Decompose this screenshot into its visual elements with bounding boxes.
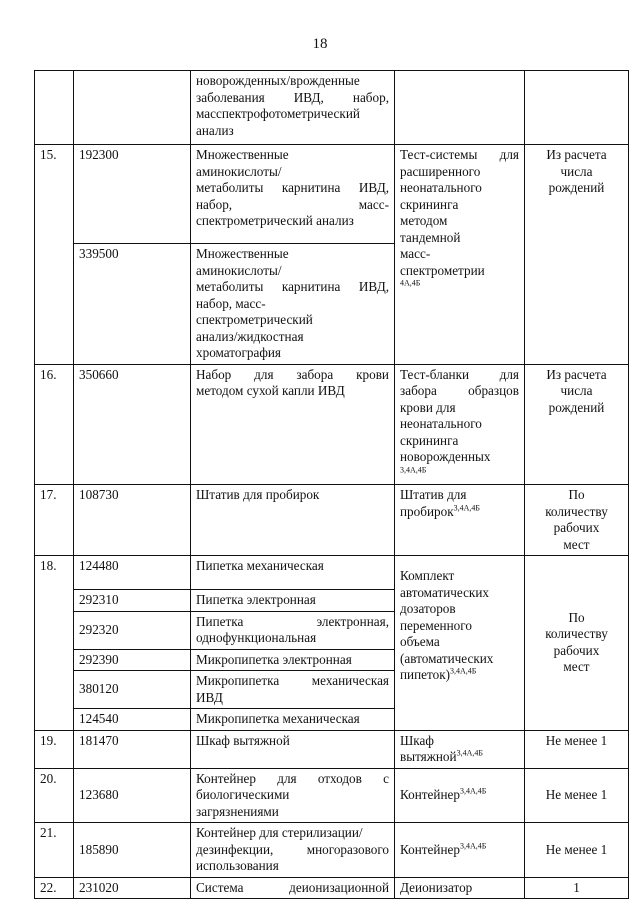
- description-cell: [191, 71, 395, 145]
- type-line: (автоматических: [400, 650, 494, 666]
- description-cell: Штатив для пробирок: [191, 485, 395, 556]
- code-cell: [74, 71, 191, 145]
- quantity-cell: Не менее 1: [525, 823, 629, 878]
- quantity-line: рождений: [548, 180, 605, 195]
- quantity-cell: Не менее 1: [525, 730, 629, 768]
- quantity-line: числа: [560, 163, 593, 179]
- type-cell: Деионизатор: [395, 877, 525, 899]
- type-cell: [395, 823, 525, 878]
- code-cell: 185890: [74, 823, 191, 878]
- type-line: забора образцов: [400, 383, 519, 398]
- type-line: неонатального: [400, 180, 482, 195]
- type-line: пробирок: [400, 503, 454, 519]
- quantity-cell: [525, 556, 629, 731]
- type-cell: [395, 485, 525, 556]
- type-line: скрининга: [400, 432, 459, 448]
- description-line: спектрометрический анализ: [196, 213, 354, 228]
- description-line: хроматография: [196, 345, 282, 360]
- quantity-cell: [525, 71, 629, 145]
- type-line: спектрометрии: [400, 262, 485, 278]
- quantity-line: рабочих: [553, 642, 600, 658]
- description-line: спектрометрический: [196, 312, 313, 327]
- type-line: методом: [400, 213, 448, 228]
- description-line: заболевания ИВД, набор,: [196, 89, 389, 105]
- type-line: вытяжной: [400, 749, 457, 764]
- code-cell: 292310: [74, 590, 191, 612]
- quantity-line: рабочих: [553, 520, 600, 535]
- description-cell: [191, 671, 395, 709]
- description-line: набор, масс-: [196, 196, 389, 212]
- table-row: [35, 768, 629, 823]
- table-row: [35, 730, 629, 768]
- quantity-line: мест: [563, 536, 590, 552]
- description-line: метаболиты карнитина ИВД,: [196, 180, 389, 195]
- description-cell: Микропипетка механическая: [191, 709, 395, 731]
- description-line: аминокислоты/: [196, 163, 282, 179]
- type-line: дозаторов: [400, 601, 456, 616]
- footnote-ref: 4А,4Б: [400, 278, 421, 288]
- type-line: Штатив для: [400, 487, 467, 502]
- row-number-cell: 15.: [35, 145, 74, 365]
- description-cell: [191, 244, 395, 365]
- description-line: Микропипетка механическая: [196, 673, 389, 688]
- row-number-cell: 21.: [35, 823, 74, 878]
- equipment-table: [34, 70, 629, 899]
- description-cell: [191, 823, 395, 878]
- description-cell: Шкаф вытяжной: [191, 730, 395, 768]
- code-cell: 124540: [74, 709, 191, 731]
- quantity-line: мест: [563, 659, 590, 675]
- type-line: крови для: [400, 399, 456, 415]
- description-line: использования: [196, 858, 279, 873]
- description-line: масспектрофотометрический: [196, 106, 360, 121]
- table-row: [35, 485, 629, 556]
- quantity-cell: 1: [525, 877, 629, 899]
- code-cell: 292390: [74, 649, 191, 671]
- code-cell: 350660: [74, 364, 191, 485]
- footnote-ref: 3,4А,4Б: [459, 786, 487, 796]
- page-number: 18: [312, 36, 328, 52]
- row-number-cell: 17.: [35, 485, 74, 556]
- footnote-ref: 3,4А,4Б: [400, 465, 427, 475]
- description-line: Контейнер для стерилизации/: [196, 825, 363, 840]
- code-cell: 108730: [74, 485, 191, 556]
- quantity-line: Из расчета: [546, 366, 607, 382]
- type-line: Шкаф: [400, 732, 434, 748]
- row-number-cell: 18.: [35, 556, 74, 731]
- code-cell: 292320: [74, 611, 191, 649]
- quantity-line: рождений: [548, 399, 605, 415]
- description-line: ИВД: [196, 689, 223, 705]
- code-cell: 192300: [74, 145, 191, 244]
- footnote-ref: 3,4А,4Б: [459, 841, 487, 851]
- table-row: [35, 556, 629, 590]
- table-row: [35, 364, 629, 485]
- row-number-cell: 16.: [35, 364, 74, 485]
- description-line: Пипетка электронная,: [196, 613, 389, 629]
- quantity-line: По: [568, 487, 585, 502]
- description-line: Набор для забора крови: [196, 366, 389, 382]
- description-cell: Пипетка электронная: [191, 590, 395, 612]
- code-cell: 181470: [74, 730, 191, 768]
- row-number-cell: 19.: [35, 730, 74, 768]
- quantity-cell: [525, 485, 629, 556]
- description-cell: Система деионизационной: [191, 877, 395, 899]
- description-line: методом сухой капли ИВД: [196, 383, 345, 398]
- type-cell: [395, 145, 525, 365]
- description-cell: [191, 768, 395, 823]
- description-line: аминокислоты/: [196, 262, 282, 278]
- type-line: переменного: [400, 617, 472, 633]
- description-line: биологическими: [196, 787, 290, 802]
- type-line: масс-: [400, 246, 431, 261]
- footnote-ref: 3,4А,4Б: [456, 748, 483, 758]
- type-line: пипеток): [400, 667, 451, 682]
- description-line: однофункциональная: [196, 630, 317, 645]
- type-cell: [395, 364, 525, 485]
- quantity-cell: Не менее 1: [525, 768, 629, 823]
- description-line: метаболиты карнитина ИВД,: [196, 279, 389, 294]
- type-line: тандемной: [400, 229, 461, 245]
- description-cell: Пипетка механическая: [191, 556, 395, 590]
- type-line: новорожденных: [400, 449, 491, 464]
- type-line: расширенного: [400, 163, 481, 179]
- row-number-cell: 20.: [35, 768, 74, 823]
- description-line: Множественные: [196, 246, 289, 261]
- quantity-line: количеству: [545, 503, 608, 519]
- footnote-ref: 3,4А,4Б: [450, 666, 477, 676]
- code-cell: 124480: [74, 556, 191, 590]
- type-line: неонатального: [400, 416, 482, 431]
- description-line: загрязнениями: [196, 803, 279, 819]
- description-line: Контейнер для отходов с: [196, 770, 389, 786]
- code-cell: 380120: [74, 671, 191, 709]
- table-row: [35, 823, 629, 878]
- quantity-cell: [525, 145, 629, 365]
- row-number-cell: 22.: [35, 877, 74, 899]
- description-line: дезинфекции, многоразового: [196, 841, 389, 857]
- type-line: объема: [400, 634, 440, 649]
- description-cell: Микропипетка электронная: [191, 649, 395, 671]
- description-line: новорожденных/врожденные: [196, 73, 360, 88]
- quantity-line: числа: [560, 383, 593, 398]
- type-line: автоматических: [400, 584, 489, 600]
- type-cell: [395, 768, 525, 823]
- table-row: [35, 877, 629, 899]
- description-line: анализ/жидкостная: [196, 328, 304, 344]
- code-cell: 123680: [74, 768, 191, 823]
- row-number-cell: [35, 71, 74, 145]
- description-line: анализ: [196, 122, 234, 138]
- type-cell: [395, 556, 525, 731]
- quantity-line: количеству: [545, 626, 608, 642]
- code-cell: 339500: [74, 244, 191, 365]
- description-line: набор, масс-: [196, 295, 266, 311]
- footnote-ref: 3,4А,4Б: [453, 503, 480, 513]
- type-line: Комплект: [400, 568, 455, 583]
- description-cell: [191, 364, 395, 485]
- quantity-line: Из расчета: [546, 147, 607, 162]
- type-cell: [395, 71, 525, 145]
- type-line: Контейнер: [400, 787, 460, 802]
- code-cell: 231020: [74, 877, 191, 899]
- type-line: Контейнер: [400, 841, 460, 857]
- description-cell: [191, 145, 395, 244]
- quantity-line: По: [568, 609, 585, 625]
- type-line: скрининга: [400, 196, 459, 212]
- quantity-cell: [525, 364, 629, 485]
- description-line: Множественные: [196, 147, 289, 162]
- description-cell: [191, 611, 395, 649]
- type-line: Тест-системы для: [400, 147, 519, 162]
- type-line: Тест-бланки для: [400, 366, 519, 382]
- table-row: [35, 71, 629, 145]
- table-row: [35, 145, 629, 244]
- type-cell: [395, 730, 525, 768]
